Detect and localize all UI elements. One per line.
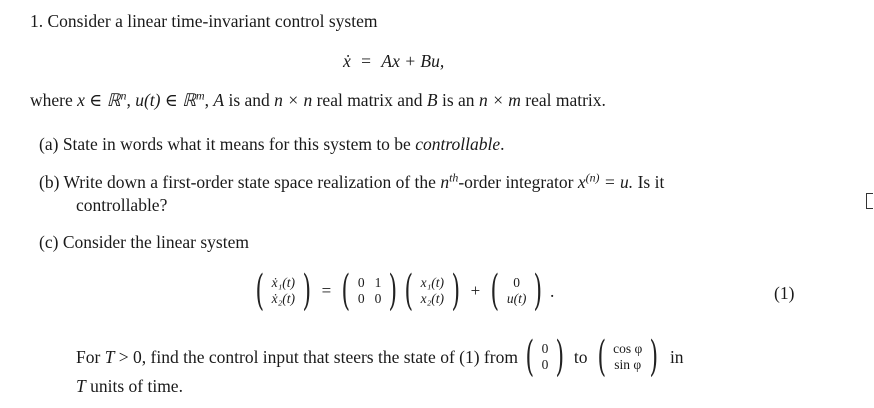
x-domain-sup: n — [120, 88, 127, 103]
part-b — [39, 172, 664, 193]
where-rest4: real matrix. — [525, 90, 606, 110]
part-a-text: State in words what it means for this system to be — [62, 134, 411, 154]
left-paren: ( — [525, 332, 535, 382]
matrix-A: A — [213, 90, 225, 110]
state-eq-equals: = — [321, 281, 332, 300]
problem-number: 1. — [30, 11, 44, 31]
part-c-text: Consider the linear system — [62, 232, 249, 252]
x-domain: x ∈ ℝ — [77, 90, 121, 110]
state-eq-end: . — [549, 280, 555, 301]
part-b-text1: Write down a first-order state space realization of the — [63, 172, 436, 192]
matrix-entry-22: 0 — [374, 291, 382, 306]
left-paren: ( — [597, 332, 606, 382]
left-paren: ( — [490, 266, 500, 316]
part-a-term: controllable — [415, 134, 501, 154]
last-T: T — [76, 376, 86, 396]
state-vector — [401, 266, 464, 316]
right-paren: ) — [451, 266, 461, 316]
part-a — [39, 134, 504, 155]
equation-number: (1) — [774, 283, 795, 303]
where-rest2: real matrix and — [316, 90, 423, 110]
left-paren: ( — [255, 266, 265, 316]
part-b-xn: x — [577, 172, 586, 192]
matrix-entry-12: 1 — [374, 275, 382, 290]
last-text: units of time. — [90, 376, 183, 396]
in-word: in — [669, 346, 684, 367]
lhs-entry-2: ẋ₂(t) — [271, 291, 296, 306]
input-entry-1: 0 — [513, 275, 520, 290]
left-paren: ( — [404, 266, 414, 316]
where-word: where — [30, 90, 73, 110]
part-c — [39, 232, 249, 253]
part-b-th: th — [449, 170, 459, 185]
right-paren: ) — [555, 332, 565, 382]
part-a-end: . — [500, 134, 505, 154]
matrix-entry-11: 0 — [357, 275, 365, 290]
to-vector — [594, 332, 662, 382]
problem-header — [30, 11, 377, 32]
part-c-last-line — [76, 376, 183, 397]
input-vector — [487, 266, 546, 316]
from-vector — [522, 332, 568, 382]
for-word: For — [76, 346, 101, 367]
state-entry-1: x₁(t) — [420, 275, 445, 290]
where-rest3: is an — [441, 90, 475, 110]
right-paren: ) — [388, 266, 398, 316]
part-c-label: (c) — [39, 232, 59, 252]
lhs-vector — [252, 266, 315, 316]
state-entry-2: x₂(t) — [420, 291, 445, 306]
part-b-text2: -order integrator — [458, 172, 574, 192]
to-entry-1: cos φ — [613, 341, 643, 356]
equation-rhs: Ax + Bu, — [381, 51, 445, 71]
lhs-entry-1: ẋ₁(t) — [271, 275, 296, 290]
right-paren: ) — [533, 266, 543, 316]
u-domain-sup: m — [196, 88, 205, 103]
right-paren: ) — [649, 332, 659, 382]
state-equation — [252, 268, 554, 314]
equation-lhs: ẋ — [343, 51, 351, 71]
part-b-label: (b) — [39, 172, 60, 192]
left-paren: ( — [341, 266, 351, 316]
part-b-xn-sup: (n) — [585, 170, 600, 185]
edge-bracket-fragment — [866, 193, 873, 209]
main-equation — [343, 51, 444, 72]
u-domain: u(t) ∈ ℝ — [135, 90, 197, 110]
part-c-question — [76, 334, 684, 380]
input-entry-2: u(t) — [506, 291, 527, 306]
from-entry-1: 0 — [541, 341, 549, 356]
for-T: T — [104, 346, 115, 367]
equation-equals: = — [361, 51, 372, 71]
matrix-entry-21: 0 — [357, 291, 365, 306]
where-nxm: n × m — [478, 90, 521, 110]
problem-intro: Consider a linear time-invariant control system — [47, 11, 378, 31]
part-a-label: (a) — [39, 134, 59, 154]
part-b-n: n — [440, 172, 450, 192]
where-line: where x ∈ ℝ$^n$, u(t) ∈ ℝ$^m$, A is and n × n real matrix and B is an n × m real matrix. — [30, 88, 606, 110]
where-rest1: is and — [228, 90, 270, 110]
part-b-text3: Is it — [637, 172, 665, 192]
for-text: > 0, find the control input that steers the state of (1) from — [118, 346, 518, 367]
part-b-eq: = u. — [603, 172, 634, 192]
right-paren: ) — [302, 266, 312, 316]
to-entry-2: sin φ — [614, 357, 642, 372]
to-word: to — [573, 346, 588, 367]
state-eq-plus: + — [470, 281, 481, 300]
matrix-B: B — [426, 90, 438, 110]
part-b-line2: controllable? — [76, 195, 168, 215]
system-matrix — [338, 266, 401, 316]
from-entry-2: 0 — [541, 357, 549, 372]
where-nxn: n × n — [274, 90, 313, 110]
